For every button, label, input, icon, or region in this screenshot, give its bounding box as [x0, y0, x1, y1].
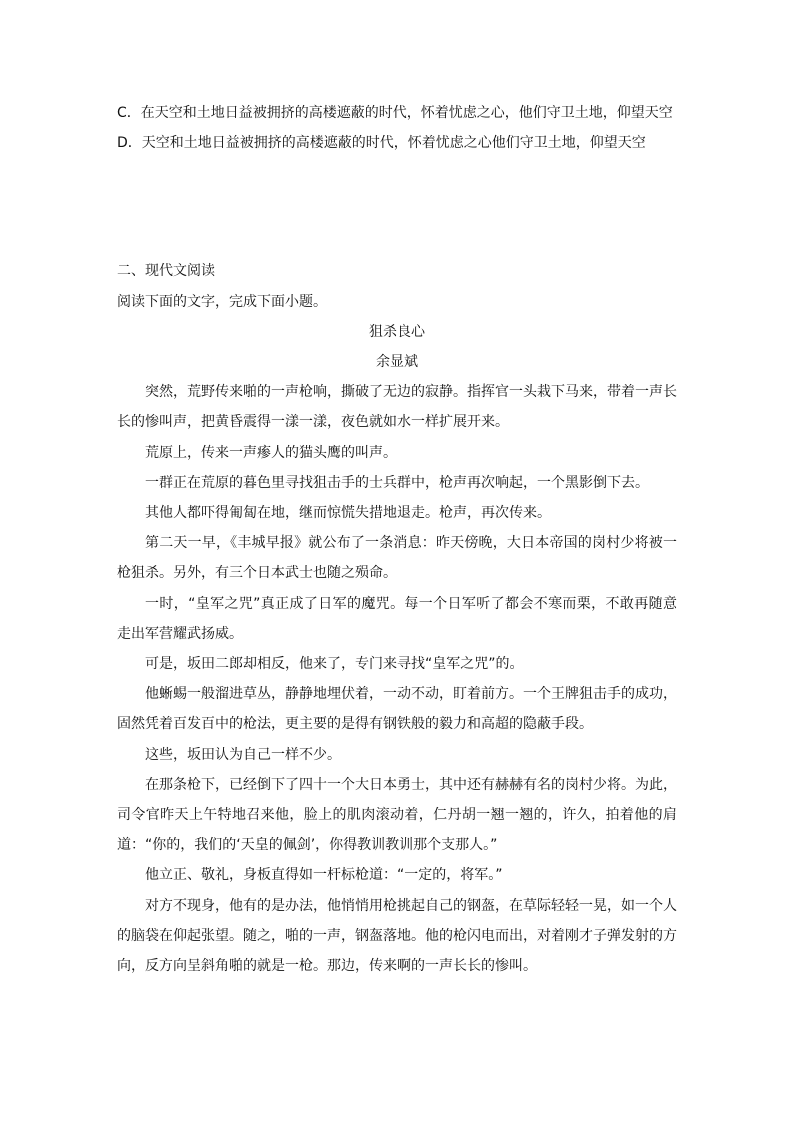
document-page: [117, 98, 677, 981]
option-c: C．在天空和土地日益被拥挤的高楼遮蔽的时代，怀着忧虑之心，他们守卫土地，仰望天空: [117, 105, 673, 121]
story-paragraph: 在那条枪下，已经倒下了四十一个大日本勇士，其中还有赫赫有名的岗村少将。为此，司令官昨天上午特地召来他，脸上的肌肉滚动着，仁丹胡一翘一翘的，许久，拍着他的肩道：“你的，我们的‘天皇的佩剑’，你得教训教训那个支那人。”: [117, 776, 677, 854]
story-author: 余显斌: [376, 354, 418, 371]
story-paragraph: 他立正、敬礼，身板直得如一杆标枪道：“一定的，将军。”: [145, 867, 503, 884]
story-paragraph: 这些，坂田认为自己一样不少。: [145, 746, 341, 763]
section-instruction: 阅读下面的文字，完成下面小题。: [117, 293, 327, 310]
story-paragraph: 荒原上，传来一声瘆人的猫头鹰的叫声。: [145, 444, 397, 461]
story-paragraph: 一时，“皇军之咒”真正成了日军的魔咒。每一个日军听了都会不寒而栗，不敢再随意走出军营耀武扬威。: [117, 595, 677, 642]
story-paragraph: 突然，荒野传来啪的一声枪响，撕破了无边的寂静。指挥官一头栽下马来，带着一声长长的惨叫声，把黄昏震得一漾一漾，夜色就如水一样扩展开来。: [117, 384, 677, 431]
story-title: 狙杀良心: [369, 323, 425, 340]
story-paragraph: 其他人都吓得匍匐在地，继而惊慌失措地退走。枪声，再次传来。: [145, 505, 551, 522]
section-heading: 二、现代文阅读: [117, 263, 215, 280]
option-d: D．天空和土地日益被拥挤的高楼遮蔽的时代，怀着忧虑之心他们守卫土地，仰望天空: [117, 135, 646, 152]
story-paragraph: 一群正在荒原的暮色里寻找狙击手的士兵群中，枪声再次响起，一个黑影倒下去。: [145, 474, 649, 491]
story-paragraph: 第二天一早，《丰城早报》就公布了一条消息：昨天傍晚，大日本帝国的岗村少将被一枪狙杀。另外，有三个日本武士也随之殒命。: [117, 535, 677, 582]
story-paragraph: 对方不现身，他有的是办法，他悄悄用枪挑起自己的钢盔，在草际轻轻一晃，如一个人的脑袋在仰起张望。随之，啪的一声，钢盔落地。他的枪闪电而出，对着刚才子弹发射的方向，反方向呈斜角啪的就是一枪。那边，传来啊的一声长长的惨叫。: [117, 897, 677, 975]
story-paragraph: 可是，坂田二郎却相反，他来了，专门来寻找“皇军之咒”的。: [145, 656, 524, 673]
section-spacer: [117, 158, 677, 256]
story-paragraph: 他蜥蜴一般溜进草丛，静静地埋伏着，一动不动，盯着前方。一个王牌狙击手的成功，固然凭着百发百中的枪法，更主要的是得有钢铁般的毅力和高超的隐蔽手段。: [117, 686, 677, 733]
